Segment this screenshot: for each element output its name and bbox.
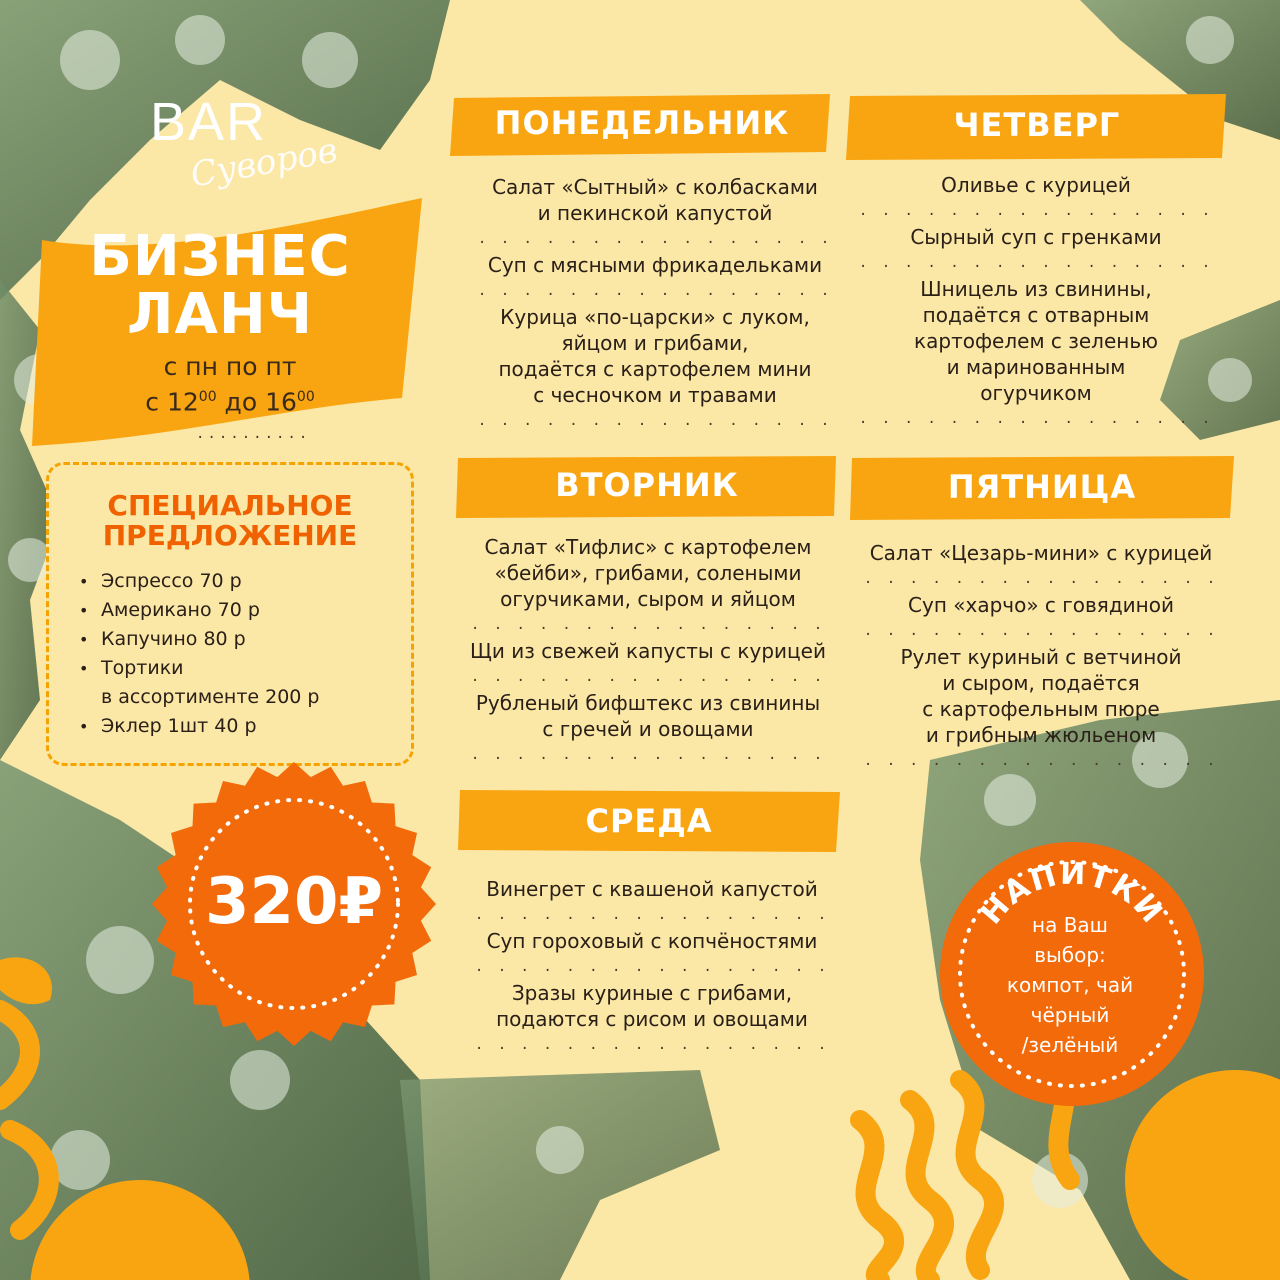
thursday-label: ЧЕТВЕРГ — [953, 106, 1121, 144]
schedule-time — [80, 382, 380, 417]
schedule-time-prefix: с — [145, 387, 167, 417]
menu-dish-line: и сыром, подаётся — [942, 671, 1140, 695]
menu-dish-line: Сырный суп с гренками — [910, 225, 1162, 249]
logo-script-text: Суворов — [187, 130, 341, 196]
friday-label: ПЯТНИЦА — [947, 468, 1137, 506]
menu-dish-line: и грибным жюльеном — [925, 723, 1157, 747]
business-lunch-schedule — [80, 352, 380, 417]
menu-dish-line: подаётся с отварным — [922, 303, 1150, 327]
drinks-title: НАПИТКИ — [974, 856, 1170, 932]
dotted-separator: . . . . . . . . . . . . . . . . — [858, 203, 1214, 219]
menu-dish-line: подаётся с картофелем мини — [498, 357, 812, 381]
special-offer-title-line1: СПЕЦИАЛЬНОЕ — [107, 489, 353, 522]
dotted-separator: . . . . . . . . . . . . . . . . — [470, 669, 826, 685]
dotted-separator: . . . . . . . . . . . . . . . . — [858, 255, 1214, 271]
menu-dish-line: «бейби», грибами, солеными — [494, 561, 802, 585]
menu-dish-line: картофелем с зеленью — [914, 329, 1158, 353]
menu-dish-line: Суп «харчо» с говядиной — [908, 593, 1174, 617]
dotted-separator: . . . . . . . . . . . . . . . . — [470, 747, 826, 763]
menu-dish-line: Шницель из свинины, — [920, 277, 1152, 301]
special-offer-item: • Эклер 1шт 40 р — [79, 712, 319, 741]
dotted-separator: . . . . . . . . . . . . . . . . — [474, 907, 830, 923]
schedule-time-to: 16 — [265, 387, 297, 417]
drinks-description — [960, 910, 1180, 1060]
price-value: 320₽ — [204, 865, 384, 939]
bar-logo — [150, 92, 370, 205]
menu-dish-line: и пекинской капустой — [537, 201, 773, 225]
menu-dish-line: огурчиком — [980, 381, 1092, 405]
special-offer-title — [49, 491, 411, 551]
menu-dish-line: Салат «Цезарь-мини» с курицей — [869, 541, 1213, 565]
menu-dish-line: яйцом и грибами, — [561, 331, 749, 355]
menu-dish-line: огурчиками, сыром и яйцом — [500, 587, 796, 611]
special-offer-box — [46, 462, 414, 766]
thursday-menu — [856, 172, 1216, 432]
special-offer-item: • Американо 70 р — [79, 596, 319, 625]
menu-dish-line: подаются с рисом и овощами — [496, 1007, 808, 1031]
menu-dish-line: с картофельным пюре — [922, 697, 1160, 721]
schedule-time-from: 12 — [166, 387, 199, 417]
menu-dish-line: и маринованным — [946, 355, 1126, 379]
monday-menu — [440, 174, 870, 434]
dotted-separator: . . . . . . . . . . . . . . . . — [474, 959, 830, 975]
business-lunch-title-line1: БИЗНЕС — [89, 224, 351, 289]
menu-dish-line: Курица «по-царски» с луком, — [500, 305, 810, 329]
tuesday-menu — [440, 534, 856, 768]
dotted-separator: .......... — [196, 426, 311, 442]
dotted-separator: . . . . . . . . . . . . . . . . — [863, 623, 1219, 639]
wednesday-label: СРЕДА — [585, 802, 713, 840]
dotted-separator: . . . . . . . . . . . . . . . . — [863, 571, 1219, 587]
drinks-line: на Ваш — [1032, 913, 1108, 937]
dotted-separator: . . . . . . . . . . . . . . . . — [474, 1037, 830, 1053]
menu-dish-line: Оливье с курицей — [941, 173, 1131, 197]
schedule-days: с пн по пт — [163, 352, 297, 381]
menu-dish-line: Рубленый бифштекс из свинины — [475, 691, 821, 715]
menu-dish-line: с гречей и овощами — [542, 717, 754, 741]
menu-dish-line: Зразы куриные с грибами, — [511, 981, 793, 1005]
menu-dish-line: Салат «Сытный» с колбасками — [492, 175, 818, 199]
menu-dish-line: Винегрет с квашеной капустой — [486, 877, 818, 901]
drinks-line: /зелёный — [1021, 1033, 1119, 1057]
menu-dish-line: Щи из свежей капусты с курицей — [470, 639, 826, 663]
special-offer-item: • Эспрессо 70 р — [79, 567, 319, 596]
dotted-separator: . . . . . . . . . . . . . . . . — [863, 753, 1219, 769]
drinks-line: компот, чай — [1006, 973, 1134, 997]
dotted-separator: . . . . . . . . . . . . . . . . — [470, 617, 826, 633]
dotted-separator: . . . . . . . . . . . . . . . . — [477, 231, 833, 247]
business-lunch-title-line2: ЛАНЧ — [127, 282, 313, 347]
special-offer-list — [79, 567, 319, 741]
menu-dish-line: Суп с мясными фрикадельками — [487, 253, 823, 277]
logo-bar-text: BAR — [150, 92, 268, 152]
schedule-time-to-minutes: 00 — [296, 389, 315, 405]
wednesday-menu — [450, 876, 854, 1058]
special-offer-item-continuation: в ассортименте 200 р — [101, 686, 320, 708]
drinks-line: выбор: — [1034, 943, 1106, 967]
schedule-time-mid: до — [216, 387, 266, 417]
menu-dish-line: Суп гороховый с копчёностями — [486, 929, 818, 953]
menu-dish-line: Салат «Тифлис» с картофелем — [484, 535, 812, 559]
monday-label: ПОНЕДЕЛЬНИК — [494, 104, 790, 142]
drinks-line: чёрный — [1030, 1003, 1110, 1027]
menu-dish-line: с чесночком и травами — [533, 383, 777, 407]
dotted-separator: . . . . . . . . . . . . . . . . — [477, 283, 833, 299]
business-lunch-title — [40, 224, 400, 347]
dotted-separator: . . . . . . . . . . . . . . . . — [858, 411, 1214, 427]
tuesday-label: ВТОРНИК — [555, 466, 739, 504]
special-offer-title-line2: ПРЕДЛОЖЕНИЕ — [102, 519, 358, 552]
friday-menu — [846, 540, 1236, 774]
special-offer-item: • Капучино 80 р — [79, 625, 319, 654]
schedule-time-from-minutes: 00 — [198, 389, 217, 405]
menu-dish-line: Рулет куриный с ветчиной — [900, 645, 1182, 669]
dotted-separator: . . . . . . . . . . . . . . . . — [477, 413, 833, 429]
special-offer-item: • Тортики — [79, 654, 319, 683]
